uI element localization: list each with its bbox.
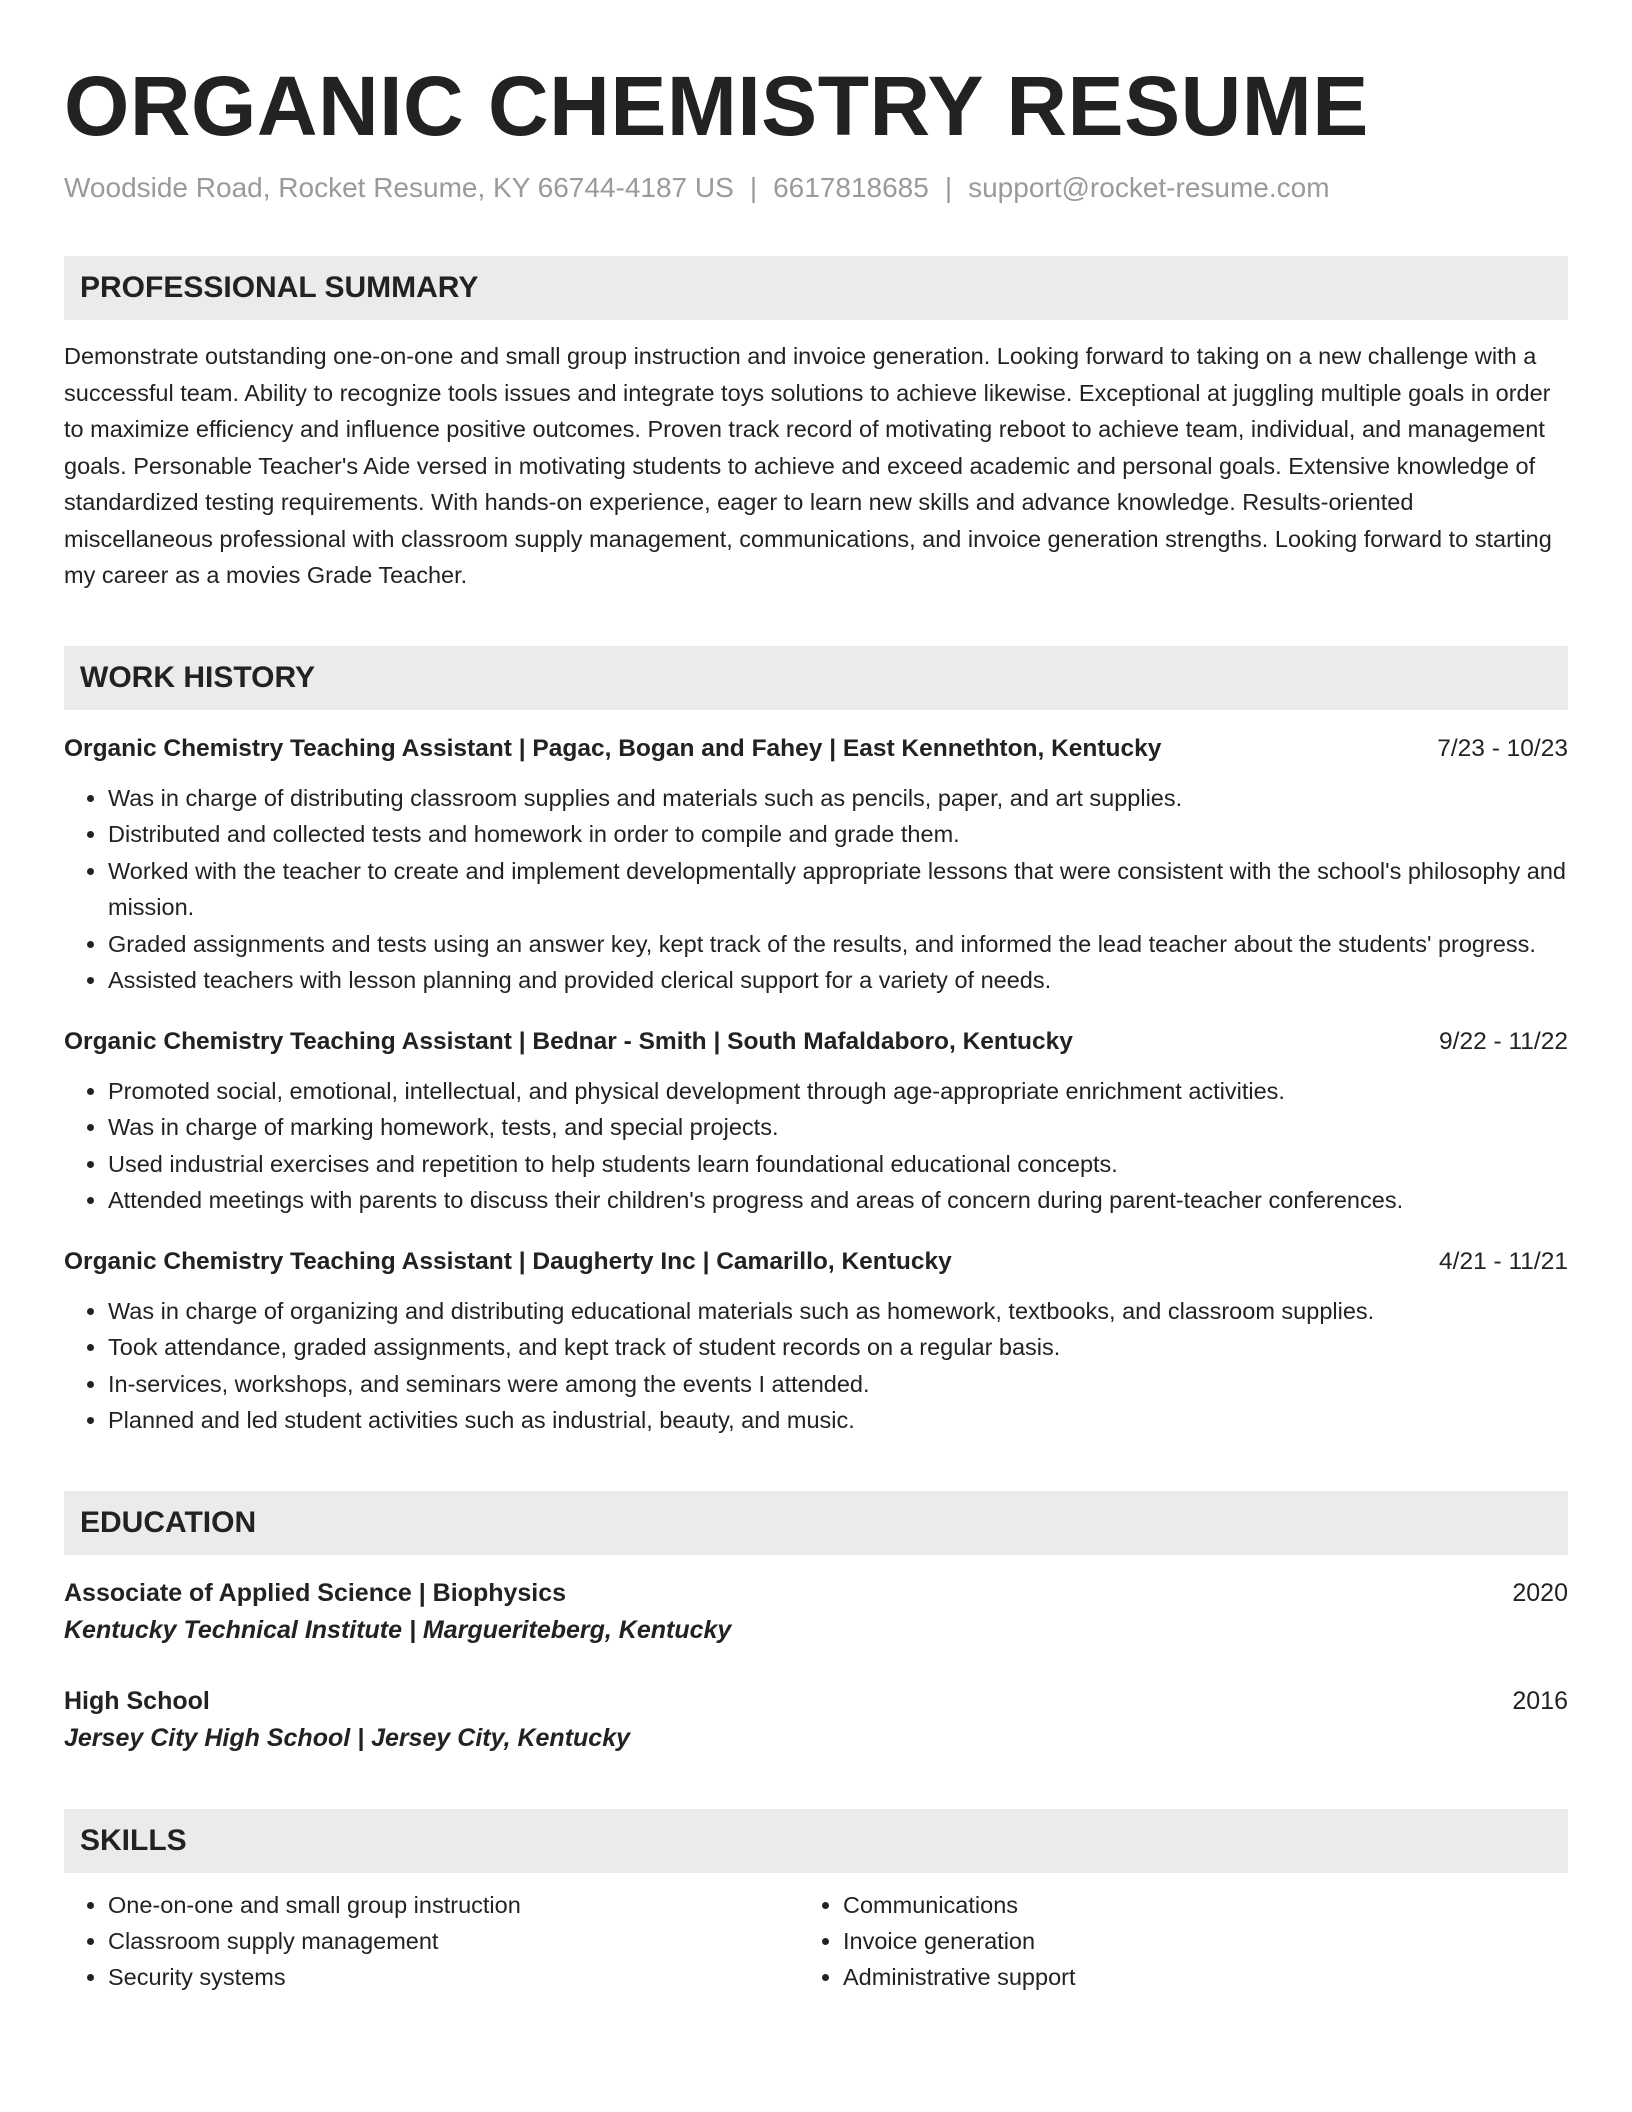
education-entry bbox=[64, 1575, 1568, 1649]
education-header bbox=[64, 1575, 1568, 1611]
contact-phone: 6617818685 bbox=[773, 172, 929, 203]
job-bullet: • Was in charge of distributing classroom supplies and materials such as pencils, paper, and art supplies. bbox=[108, 780, 1568, 817]
job-bullet: • Distributed and collected tests and homework in order to compile and grade them. bbox=[108, 816, 1568, 853]
education-school: Jersey City High School | Jersey City, Kentucky bbox=[64, 1723, 631, 1752]
skill-item: • Classroom supply management bbox=[108, 1923, 799, 1959]
job-bullet: • Assisted teachers with lesson planning and provided clerical support for a variety of needs. bbox=[108, 962, 1568, 999]
section-header-work-history: WORK HISTORY bbox=[64, 646, 1568, 710]
job-bullets bbox=[64, 1293, 1568, 1439]
job-bullet: • Was in charge of marking homework, tests, and special projects. bbox=[108, 1109, 1568, 1146]
job-bullet: • Took attendance, graded assignments, and kept track of student records on a regular basis. bbox=[108, 1329, 1568, 1366]
education-school: Kentucky Technical Institute | Margueriteberg, Kentucky bbox=[64, 1615, 732, 1644]
skill-item: • One-on-one and small group instruction bbox=[108, 1887, 799, 1923]
job-bullet: • Graded assignments and tests using an answer key, kept track of the results, and informed the lead teacher about the students' progress. bbox=[108, 926, 1568, 963]
skills-column-left bbox=[64, 1887, 799, 1995]
education-degree: High School bbox=[64, 1686, 210, 1715]
job-bullet: • Used industrial exercises and repetition to help students learn foundational educational concepts. bbox=[108, 1146, 1568, 1183]
education-year: 2020 bbox=[1512, 1578, 1568, 1607]
job-entry bbox=[64, 732, 1568, 999]
education-header bbox=[64, 1683, 1568, 1719]
education-year: 2016 bbox=[1512, 1686, 1568, 1715]
job-bullet: • Worked with the teacher to create and implement developmentally appropriate lessons that were consistent with the school's philosophy and mission. bbox=[108, 853, 1568, 926]
job-header bbox=[64, 732, 1568, 766]
job-dates: 7/23 - 10/23 bbox=[1437, 734, 1568, 762]
skill-item: • Administrative support bbox=[843, 1959, 1534, 1995]
contact-line bbox=[64, 170, 1568, 206]
job-bullets bbox=[64, 780, 1568, 999]
skills-list bbox=[64, 1887, 1568, 1995]
job-header bbox=[64, 1245, 1568, 1279]
job-bullets bbox=[64, 1073, 1568, 1219]
job-bullet: • In-services, workshops, and seminars were among the events I attended. bbox=[108, 1366, 1568, 1403]
education-degree: Associate of Applied Science | Biophysics bbox=[64, 1578, 567, 1607]
job-header bbox=[64, 1025, 1568, 1059]
skills-column-right bbox=[799, 1887, 1534, 1995]
section-header-summary: PROFESSIONAL SUMMARY bbox=[64, 256, 1568, 320]
job-bullet: • Promoted social, emotional, intellectual, and physical development through age-appropriate enrichment activities. bbox=[108, 1073, 1568, 1110]
contact-separator: | bbox=[749, 172, 758, 203]
section-header-education: EDUCATION bbox=[64, 1491, 1568, 1555]
job-dates: 9/22 - 11/22 bbox=[1439, 1027, 1568, 1055]
job-title: Organic Chemistry Teaching Assistant | Daugherty Inc | Camarillo, Kentucky bbox=[64, 1247, 952, 1275]
job-title: Organic Chemistry Teaching Assistant | Bednar - Smith | South Mafaldaboro, Kentucky bbox=[64, 1027, 1073, 1055]
job-bullet: • Was in charge of organizing and distributing educational materials such as homework, textbooks, and classroom supplies. bbox=[108, 1293, 1568, 1330]
section-header-skills: SKILLS bbox=[64, 1809, 1568, 1873]
skill-item: • Security systems bbox=[108, 1959, 799, 1995]
job-entry bbox=[64, 1025, 1568, 1219]
skill-item: • Communications bbox=[843, 1887, 1534, 1923]
job-entry bbox=[64, 1245, 1568, 1439]
job-title: Organic Chemistry Teaching Assistant | Pagac, Bogan and Fahey | East Kennethton, Kentucky bbox=[64, 734, 1162, 762]
contact-email: support@rocket-resume.com bbox=[968, 172, 1330, 203]
contact-separator: | bbox=[944, 172, 953, 203]
contact-address: Woodside Road, Rocket Resume, KY 66744-4187 US bbox=[64, 172, 734, 203]
education-entry bbox=[64, 1683, 1568, 1757]
job-bullet: • Attended meetings with parents to discuss their children's progress and areas of concern during parent-teacher conferences. bbox=[108, 1182, 1568, 1219]
resume-title: ORGANIC CHEMISTRY RESUME bbox=[64, 59, 1369, 153]
job-bullet: • Planned and led student activities such as industrial, beauty, and music. bbox=[108, 1402, 1568, 1439]
skill-item: • Invoice generation bbox=[843, 1923, 1534, 1959]
job-dates: 4/21 - 11/21 bbox=[1439, 1247, 1568, 1275]
summary-text: Demonstrate outstanding one-on-one and small group instruction and invoice generation. Looking forward to taking on a new challenge with a successful team. Ability to recognize tools issues and integrate toys solutions to achieve likewise. Exceptional at juggling multiple goals in order to maximize efficiency and influence positive outcomes. Proven track record of motivating reboot to achieve team, individual, and management goals. Personable Teacher's Aide versed in motivating students to achieve and exceed academic and personal goals. Extensive knowledge of standardized testing requirements. With hands-on experience, eager to learn new skills and advance knowledge. Results-oriented miscellaneous professional with classroom supply management, communications, and invoice generation strengths. Looking forward to starting my career as a movies Grade Teacher. bbox=[64, 343, 1552, 588]
